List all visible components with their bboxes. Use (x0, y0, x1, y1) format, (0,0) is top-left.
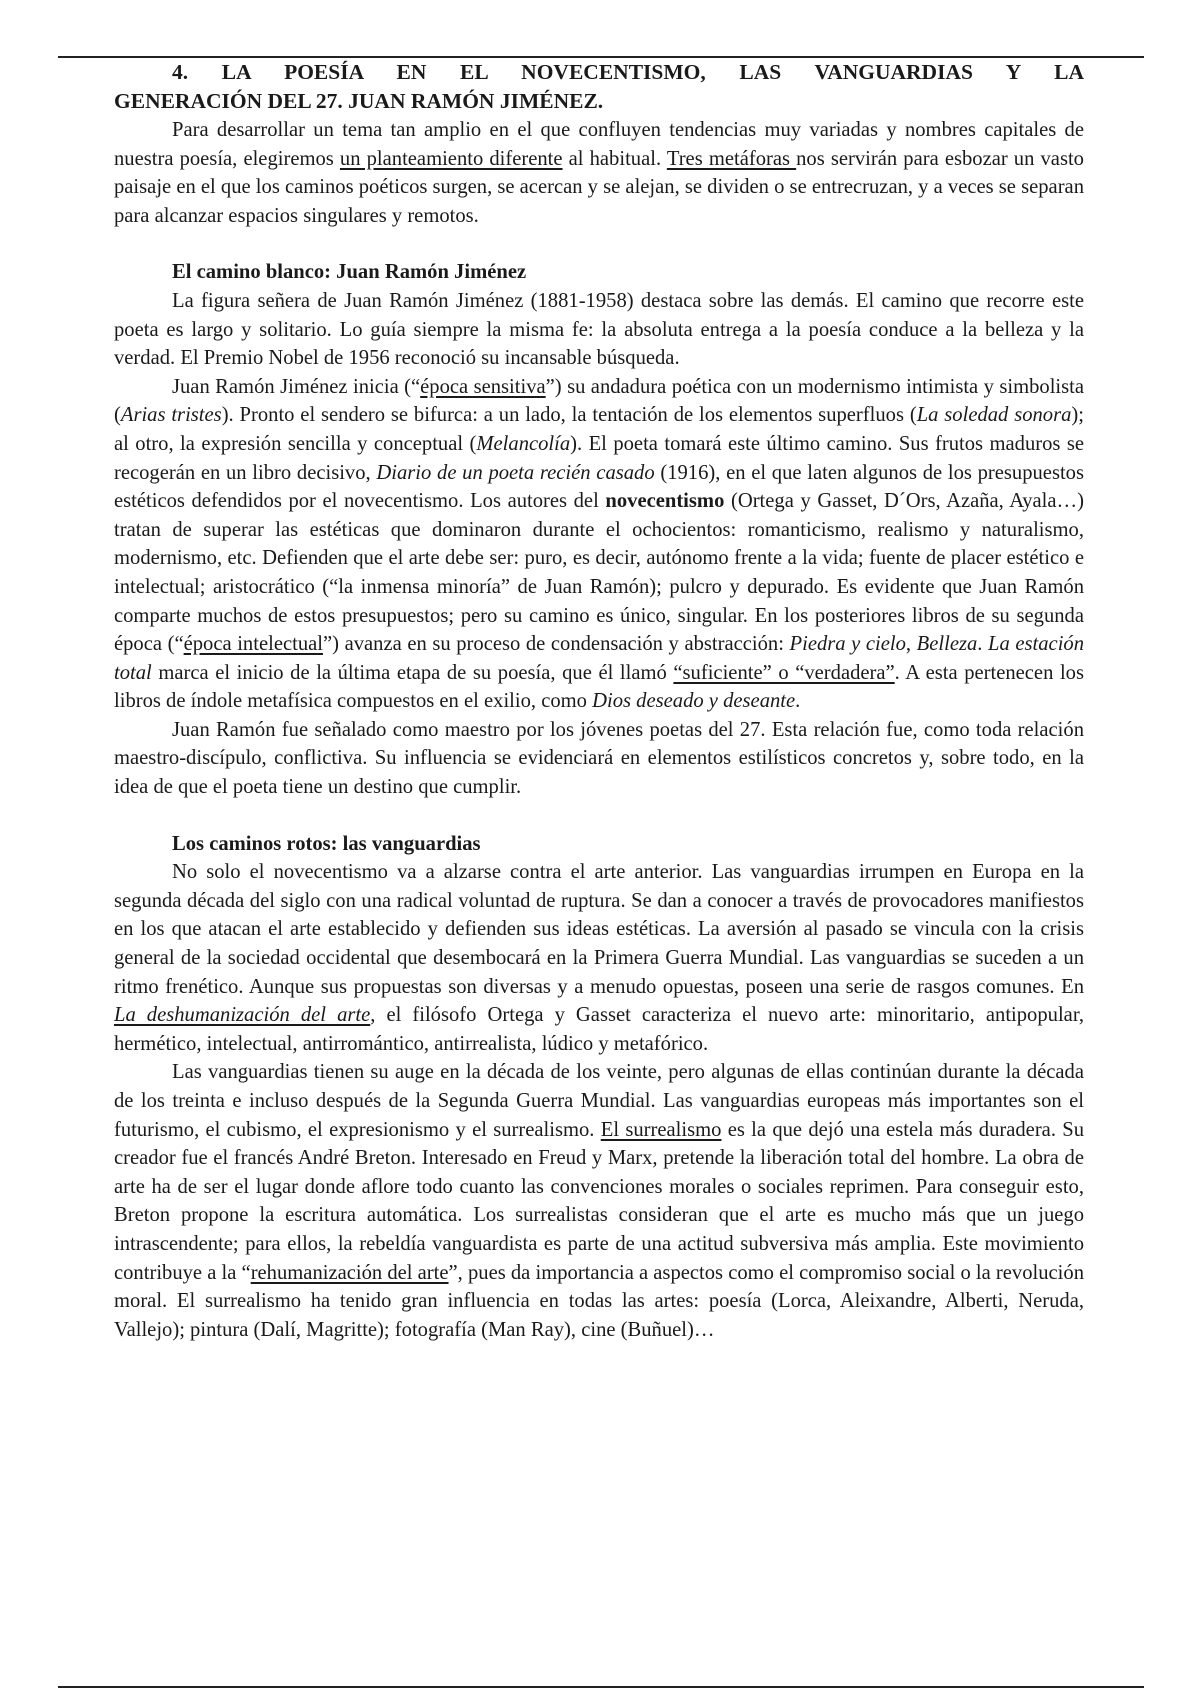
underlined-book-title: La deshumanización del arte (114, 1004, 371, 1027)
underlined-phrase: Tres metáforas (666, 147, 797, 170)
book-title: Piedra y cielo (789, 633, 906, 656)
underlined-phrase: El surrealismo (600, 1118, 722, 1141)
book-title: Dios deseado y deseante (592, 690, 796, 713)
bold-term: novecentismo (605, 490, 725, 513)
bottom-rule (58, 1686, 1144, 1688)
book-title: La soledad sonora (916, 404, 1072, 427)
title-line-1: 4. LA POESÍA EN EL NOVECENTISMO, LAS VANGUARDIAS Y LA (172, 60, 1084, 84)
document-title (114, 58, 1084, 116)
underlined-phrase: época intelectual (183, 633, 323, 656)
paragraph: La figura señera de Juan Ramón Jiménez (1881-1958) destaca sobre las demás. El camino que recorre este poeta es largo y solitario. Lo guía siempre la misma fe: la absoluta entrega a la poesía conduce a la belleza y la verdad. El Premio Nobel de 1956 reconoció su incansable búsqueda. (114, 289, 1084, 370)
paragraph: Juan Ramón Jiménez inicia (“época sensitiva”) su andadura poética con un modernismo intimista y simbolista (Arias tristes). Pronto el sendero se bifurca: a un lado, la tentación de los elementos superfluos (La soledad sonora); al otro, la expresión sencilla y conceptual (Melancolía). El poeta tomará este último camino. Sus frutos maduros se recogerán en un libro decisivo, Diario de un poeta recién casado (1916), en el que laten algunos de los presupuestos estéticos defendidos por el novecentismo. Los autores del novecentismo (Ortega y Gasset, D´Ors, Azaña, Ayala…) tratan de superar las estéticas que dominaron durante el ochocientos: romanticismo, realismo y naturalismo, modernismo, etc. Defienden que el arte debe ser: puro, es decir, autónomo frente a la vida; fuente de placer estético e intelectual; aristocrático (“la inmensa minoría” de Juan Ramón); pulcro y depurado. Es evidente que Juan Ramón comparte muchos de estos presupuestos; pero su camino es único, singular. En los posteriores libros de su segunda época (“época intelectual”) avanza en su proceso de condensación y abstracción: Piedra y cielo, Belleza. La estación total marca el inicio de la última etapa de su poesía, que él llamó “suficiente” o “verdadera”. A esta pertenecen los libros de índole metafísica compuestos en el exilio, como Dios deseado y deseante. (114, 375, 1085, 713)
underlined-phrase: “suficiente” o “verdadera” (673, 661, 895, 684)
book-title: Arias tristes (120, 404, 222, 427)
title-line-2: GENERACIÓN DEL 27. JUAN RAMÓN JIMÉNEZ. (114, 89, 604, 113)
underlined-phrase: rehumanización del arte (250, 1261, 449, 1284)
book-title: Melancolía (476, 432, 571, 455)
book-title: La estación total (114, 633, 1085, 684)
book-title: Belleza (916, 633, 978, 656)
book-title: Diario de un poeta recién casado (376, 461, 655, 484)
section-heading-camino-blanco: El camino blanco: Juan Ramón Jiménez (172, 261, 527, 284)
document-body (114, 58, 1084, 1344)
intro-paragraph: Para desarrollar un tema tan amplio en el que confluyen tendencias muy variadas y nombres capitales de nuestra poesía, elegiremos un planteamiento diferente al habitual. Tres metáforas nos servirán para esbozar un vasto paisaje en el que los caminos poéticos surgen, se acercan y se alejan, se dividen o se entrecruzan, y a veces se separan para alcanzar espacios singulares y remotos. (114, 119, 1084, 227)
paragraph: No solo el novecentismo va a alzarse contra el arte anterior. Las vanguardias irrumpen en Europa en la segunda década del siglo con una radical voluntad de ruptura. Se dan a conocer a través de provocadores manifiestos en los que atacan el arte establecido y defienden sus ideas estéticas. La aversión al pasado se vincula con la crisis general de la sociedad occidental que desembocará en la Primera Guerra Mundial. Las vanguardias se suceden a un ritmo frenético. Aunque sus propuestas son diversas y a menudo opuestas, poseen una serie de rasgos comunes. En La deshumanización del arte, el filósofo Ortega y Gasset caracteriza el nuevo arte: minoritario, antipopular, hermético, intelectual, antirromántico, antirrealista, lúdico y metafórico. (114, 861, 1084, 1055)
paragraph: Juan Ramón fue señalado como maestro por los jóvenes poetas del 27. Esta relación fue, como toda relación maestro-discípulo, conflictiva. Su influencia se evidenciará en elementos estilísticos concretos y, sobre todo, en la idea de que el poeta tiene un destino que cumplir. (114, 718, 1084, 799)
paragraph: Las vanguardias tienen su auge en la década de los veinte, pero algunas de ellas continúan durante la década de los treinta e incluso después de la Segunda Guerra Mundial. Las vanguardias europeas más importantes son el futurismo, el cubismo, el expresionismo y el surrealismo. El surrealismo es la que dejó una estela más duradera. Su creador fue el francés André Breton. Interesado en Freud y Marx, pretende la liberación total del hombre. La obra de arte ha de ser el lugar donde aflore todo cuanto las convenciones morales o sociales reprimen. Para conseguir esto, Breton propone la escritura automática. Los surrealistas consideran que el arte es mucho más que un juego intrascendente; para ellos, la rebeldía vanguardista es parte de una actitud subversiva más amplia. Este movimiento contribuye a la “rehumanización del arte”, pues da importancia a aspectos como el compromiso social o la revolución moral. El surrealismo ha tenido gran influencia en todas las artes: poesía (Lorca, Aleixandre, Alberti, Neruda, Vallejo); pintura (Dalí, Magritte); fotografía (Man Ray), cine (Buñuel)… (114, 1061, 1085, 1341)
underlined-phrase: época sensitiva (420, 375, 546, 398)
section-heading-caminos-rotos: Los caminos rotos: las vanguardias (172, 832, 481, 855)
underlined-phrase: un planteamiento diferente (339, 147, 563, 170)
